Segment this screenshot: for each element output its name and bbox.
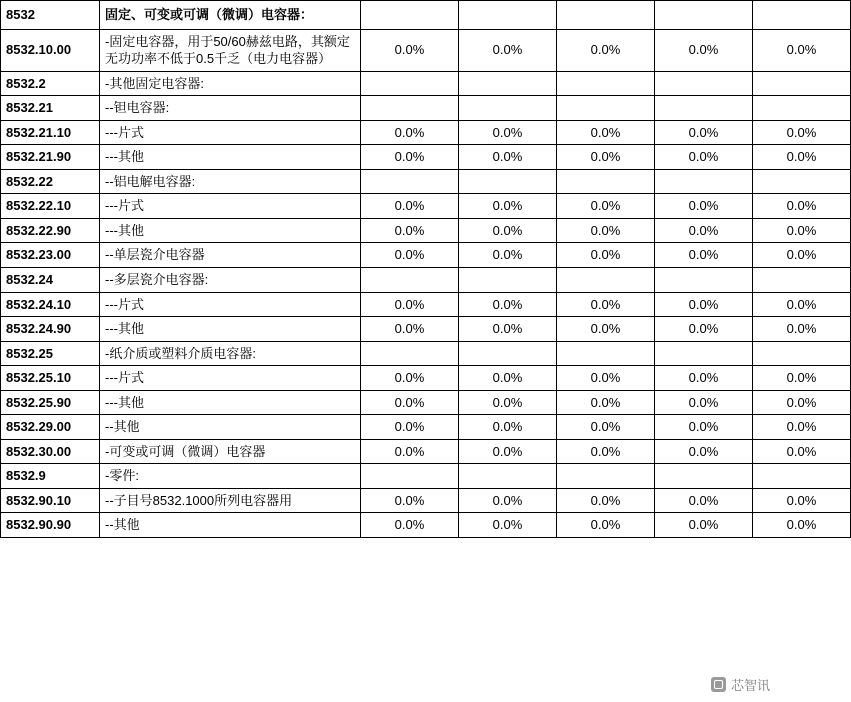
- rate-cell: [361, 71, 459, 96]
- rate-cell: [655, 268, 753, 293]
- table-row: [1, 513, 851, 538]
- rate-cell: [459, 464, 557, 489]
- description-cell: ---其他: [100, 317, 361, 342]
- table-row: [1, 464, 851, 489]
- rate-cell: 0.0%: [655, 145, 753, 170]
- rate-cell: [459, 1, 557, 30]
- rate-cell: 0.0%: [655, 415, 753, 440]
- rate-cell: 0.0%: [361, 29, 459, 71]
- rate-cell: [361, 169, 459, 194]
- description-cell: ---其他: [100, 145, 361, 170]
- rate-cell: 0.0%: [655, 243, 753, 268]
- rate-cell: [557, 1, 655, 30]
- rate-cell: 0.0%: [459, 415, 557, 440]
- rate-cell: 0.0%: [459, 488, 557, 513]
- rate-cell: [459, 268, 557, 293]
- hs-code-cell: 8532.23.00: [1, 243, 100, 268]
- rate-cell: 0.0%: [459, 317, 557, 342]
- rate-cell: 0.0%: [459, 390, 557, 415]
- rate-cell: 0.0%: [361, 194, 459, 219]
- description-cell: ---片式: [100, 366, 361, 391]
- rate-cell: [753, 341, 851, 366]
- rate-cell: [557, 464, 655, 489]
- hs-code-cell: 8532.21.10: [1, 120, 100, 145]
- table-row: [1, 145, 851, 170]
- rate-cell: 0.0%: [655, 513, 753, 538]
- table-row: [1, 243, 851, 268]
- rate-cell: 0.0%: [557, 194, 655, 219]
- rate-cell: 0.0%: [361, 439, 459, 464]
- rate-cell: [459, 71, 557, 96]
- rate-cell: 0.0%: [459, 120, 557, 145]
- description-cell: --多层瓷介电容器:: [100, 268, 361, 293]
- rate-cell: 0.0%: [753, 513, 851, 538]
- hs-code-cell: 8532.22.10: [1, 194, 100, 219]
- rate-cell: 0.0%: [753, 243, 851, 268]
- rate-cell: [459, 341, 557, 366]
- table-row: [1, 390, 851, 415]
- rate-cell: 0.0%: [361, 218, 459, 243]
- table-body: [1, 1, 851, 538]
- watermark-label: 芯智讯: [730, 678, 770, 693]
- rate-cell: [655, 169, 753, 194]
- description-cell: --铝电解电容器:: [100, 169, 361, 194]
- rate-cell: 0.0%: [753, 292, 851, 317]
- rate-cell: 0.0%: [557, 513, 655, 538]
- rate-cell: [753, 1, 851, 30]
- rate-cell: 0.0%: [655, 218, 753, 243]
- hs-code-cell: 8532.21: [1, 96, 100, 121]
- rate-cell: [361, 96, 459, 121]
- rate-cell: 0.0%: [361, 120, 459, 145]
- description-cell: --其他: [100, 513, 361, 538]
- rate-cell: 0.0%: [459, 218, 557, 243]
- rate-cell: [753, 96, 851, 121]
- rate-cell: [557, 169, 655, 194]
- rate-cell: [753, 464, 851, 489]
- rate-cell: [557, 71, 655, 96]
- table-row: [1, 268, 851, 293]
- rate-cell: 0.0%: [655, 488, 753, 513]
- table-row: [1, 341, 851, 366]
- rate-cell: [753, 169, 851, 194]
- description-cell: -零件:: [100, 464, 361, 489]
- rate-cell: 0.0%: [753, 415, 851, 440]
- hs-code-cell: 8532.22: [1, 169, 100, 194]
- table-row: [1, 439, 851, 464]
- description-cell: -固定电容器，用于50/60赫兹电路，其额定无功功率不低于0.5千乏（电力电容器）: [100, 29, 361, 71]
- rate-cell: 0.0%: [557, 292, 655, 317]
- table-row: [1, 317, 851, 342]
- hs-code-cell: 8532.24.90: [1, 317, 100, 342]
- hs-code-cell: 8532.2: [1, 71, 100, 96]
- hs-code-cell: 8532.30.00: [1, 439, 100, 464]
- rate-cell: 0.0%: [459, 513, 557, 538]
- rate-cell: 0.0%: [655, 292, 753, 317]
- rate-cell: 0.0%: [361, 292, 459, 317]
- rate-cell: 0.0%: [459, 29, 557, 71]
- rate-cell: 0.0%: [753, 317, 851, 342]
- rate-cell: 0.0%: [361, 390, 459, 415]
- rate-cell: 0.0%: [557, 218, 655, 243]
- hs-code-cell: 8532.25.90: [1, 390, 100, 415]
- description-cell: ---片式: [100, 292, 361, 317]
- rate-cell: 0.0%: [557, 29, 655, 71]
- description-cell: ---片式: [100, 120, 361, 145]
- hs-code-cell: 8532.21.90: [1, 145, 100, 170]
- description-cell: -其他固定电容器:: [100, 71, 361, 96]
- rate-cell: 0.0%: [361, 415, 459, 440]
- rate-cell: 0.0%: [557, 390, 655, 415]
- rate-cell: 0.0%: [361, 145, 459, 170]
- rate-cell: 0.0%: [753, 366, 851, 391]
- hs-code-cell: 8532.10.00: [1, 29, 100, 71]
- rate-cell: 0.0%: [655, 439, 753, 464]
- description-cell: --单层瓷介电容器: [100, 243, 361, 268]
- rate-cell: [361, 1, 459, 30]
- rate-cell: [753, 71, 851, 96]
- rate-cell: [655, 464, 753, 489]
- rate-cell: 0.0%: [753, 439, 851, 464]
- hs-code-cell: 8532.29.00: [1, 415, 100, 440]
- table-row: [1, 415, 851, 440]
- description-cell: ---其他: [100, 390, 361, 415]
- rate-cell: 0.0%: [459, 292, 557, 317]
- rate-cell: 0.0%: [753, 488, 851, 513]
- rate-cell: 0.0%: [557, 439, 655, 464]
- rate-cell: 0.0%: [557, 145, 655, 170]
- app-logo-icon: [711, 677, 726, 692]
- rate-cell: 0.0%: [655, 120, 753, 145]
- hs-code-cell: 8532.90.10: [1, 488, 100, 513]
- rate-cell: 0.0%: [557, 243, 655, 268]
- rate-cell: [655, 341, 753, 366]
- hs-code-cell: 8532.25.10: [1, 366, 100, 391]
- rate-cell: 0.0%: [753, 120, 851, 145]
- rate-cell: [459, 96, 557, 121]
- description-cell: -可变或可调（微调）电容器: [100, 439, 361, 464]
- hs-code-cell: 8532.9: [1, 464, 100, 489]
- table-row: [1, 169, 851, 194]
- rate-cell: 0.0%: [655, 29, 753, 71]
- table-row: [1, 218, 851, 243]
- rate-cell: 0.0%: [655, 366, 753, 391]
- description-cell: ---片式: [100, 194, 361, 219]
- table-row: [1, 120, 851, 145]
- rate-cell: [361, 341, 459, 366]
- rate-cell: [655, 71, 753, 96]
- hs-code-cell: 8532.25: [1, 341, 100, 366]
- rate-cell: [655, 1, 753, 30]
- rate-cell: [557, 96, 655, 121]
- rate-cell: 0.0%: [459, 243, 557, 268]
- rate-cell: 0.0%: [557, 366, 655, 391]
- rate-cell: 0.0%: [361, 488, 459, 513]
- rate-cell: 0.0%: [753, 390, 851, 415]
- hs-code-cell: 8532: [1, 1, 100, 30]
- rate-cell: 0.0%: [557, 317, 655, 342]
- rate-cell: [557, 341, 655, 366]
- rate-cell: 0.0%: [459, 439, 557, 464]
- rate-cell: 0.0%: [655, 317, 753, 342]
- rate-cell: 0.0%: [557, 415, 655, 440]
- rate-cell: 0.0%: [557, 120, 655, 145]
- table-row: [1, 96, 851, 121]
- description-cell: 固定、可变或可调（微调）电容器：: [100, 1, 361, 30]
- rate-cell: 0.0%: [753, 29, 851, 71]
- rate-cell: 0.0%: [753, 145, 851, 170]
- rate-cell: [557, 268, 655, 293]
- hs-code-cell: 8532.90.90: [1, 513, 100, 538]
- rate-cell: 0.0%: [753, 194, 851, 219]
- rate-cell: 0.0%: [459, 194, 557, 219]
- rate-cell: 0.0%: [459, 145, 557, 170]
- description-cell: -纸介质或塑料介质电容器:: [100, 341, 361, 366]
- rate-cell: 0.0%: [655, 390, 753, 415]
- rate-cell: 0.0%: [361, 243, 459, 268]
- rate-cell: 0.0%: [459, 366, 557, 391]
- rate-cell: [753, 268, 851, 293]
- watermark: [711, 675, 770, 694]
- table-row: [1, 488, 851, 513]
- hs-code-cell: 8532.24: [1, 268, 100, 293]
- table-row: [1, 292, 851, 317]
- rate-cell: [655, 96, 753, 121]
- description-cell: ---其他: [100, 218, 361, 243]
- table-row: [1, 71, 851, 96]
- description-cell: --钽电容器:: [100, 96, 361, 121]
- table-row: [1, 194, 851, 219]
- description-cell: --子目号8532.1000所列电容器用: [100, 488, 361, 513]
- rate-cell: 0.0%: [361, 513, 459, 538]
- rate-cell: [361, 464, 459, 489]
- table-row: [1, 29, 851, 71]
- rate-cell: 0.0%: [557, 488, 655, 513]
- rate-cell: 0.0%: [361, 366, 459, 391]
- hs-code-cell: 8532.24.10: [1, 292, 100, 317]
- description-cell: --其他: [100, 415, 361, 440]
- rate-cell: 0.0%: [361, 317, 459, 342]
- rate-cell: 0.0%: [753, 218, 851, 243]
- rate-cell: 0.0%: [655, 194, 753, 219]
- rate-cell: [361, 268, 459, 293]
- table-row: [1, 1, 851, 30]
- hs-code-cell: 8532.22.90: [1, 218, 100, 243]
- rate-cell: [459, 169, 557, 194]
- table-row: [1, 366, 851, 391]
